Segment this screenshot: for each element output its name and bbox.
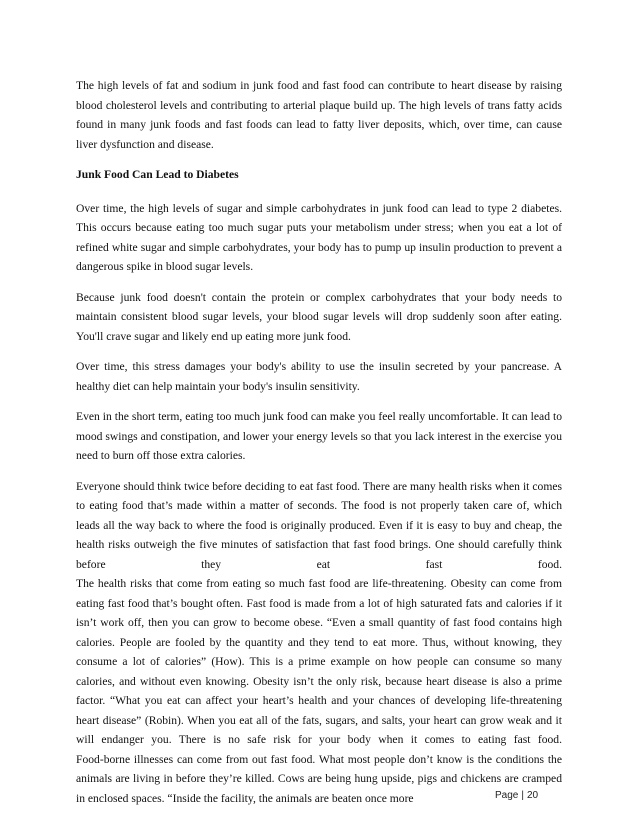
paragraph-type2-diabetes: Over time, the high levels of sugar and simple carbohydrates in junk food can lead to type 2 diabetes. This occurs because eating too much sugar puts your metabolism under stress; when you eat a lot of refined white sugar and simple carbohydrates, your body has to pump up insulin production to prevent a dangerous spike in blood sugar levels. xyxy=(76,201,562,273)
paragraph-insulin: Over time, this stress damages your body's ability to use the insulin secreted by your pancrease. A healthy diet can help maintain your body's insulin sensitivity. xyxy=(76,360,562,393)
page-separator: | xyxy=(521,790,524,801)
paragraph-health-risks: The health risks that come from eating so much fast food are life-threatening. Obesity can come from eating fast food that’s bought often. Fast food is made from a lot of high saturated fats and calories if it isn’t work off, then you can grow to become obese. “Even a small quantity of fast food contains high calories. People are fooled by the quantity and they tend to eat more. Thus, without knowing, they consume a lot of calories” (How). This is a prime example on how people can consume so many calories, and without even knowing. Obesity isn’t the only risk, because heart disease is also a prime factor. “What you eat can affect your heart’s health and your chances of developing life-threatening heart disease” (Robin). When you eat all of the fats, sugars, and salts, your heart can grow weak and it will endanger you. There is no safe risk for your body when it comes to eating fast food. xyxy=(76,577,562,746)
paragraph-food-borne: Food-borne illnesses can come from out fast food. What most people don’t know is the conditions the animals are living in before they’re killed. Cows are being hung upside, pigs and chickens are cramped in enclosed spaces. “Inside the facility, the animals are beaten once more xyxy=(76,752,562,805)
paragraph-heart-disease: The high levels of fat and sodium in junk food and fast food can contribute to heart disease by raising blood cholesterol levels and contributing to arterial plaque build up. The high levels of trans fatty acids found in many junk foods and fast foods can lead to fatty liver deposits, which, over time, can cause liver dysfunction and disease. xyxy=(76,79,562,151)
page-body xyxy=(76,76,562,808)
page-footer xyxy=(495,790,538,801)
section-heading-diabetes: Junk Food Can Lead to Diabetes xyxy=(76,168,239,181)
paragraph-think-twice: Everyone should think twice before deciding to eat fast food. There are many health risks when it comes to eating food that’s made within a matter of seconds. The food is not properly taken care of, which leads all the way back to where the food is originally produced. Even if it is easy to buy and cheap, the health risks outweigh the five minutes of satisfaction that fast food brings. One should carefully think before they eat fast food. xyxy=(76,479,562,571)
paragraph-blood-sugar: Because junk food doesn't contain the protein or complex carbohydrates that your body needs to maintain consistent blood sugar levels, your blood sugar levels will drop suddenly soon after eating. You'll crave sugar and likely end up eating more junk food. xyxy=(76,290,562,343)
paragraph-short-term: Even in the short term, eating too much junk food can make you feel really uncomfortable. It can lead to mood swings and constipation, and lower your energy levels so that you lack interest in the exercise you need to burn off those extra calories. xyxy=(76,410,562,462)
page-number: 20 xyxy=(526,790,539,801)
page-label: Page xyxy=(495,790,519,801)
